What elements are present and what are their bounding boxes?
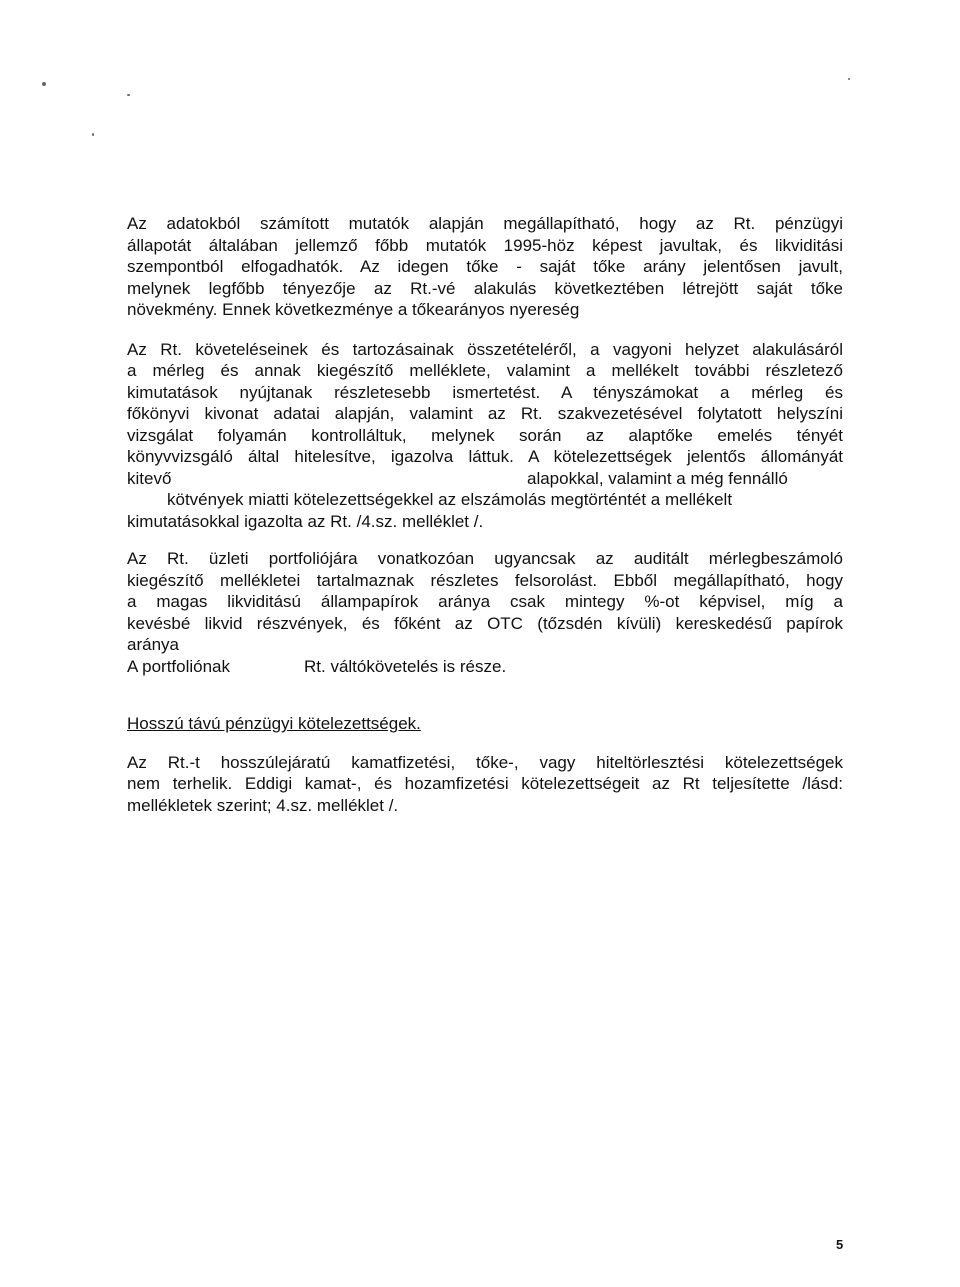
text-line: szempontból elfogadhatók. Az idegen tőke - saját tőke arány jelentősen javult, bbox=[127, 257, 843, 276]
scan-speck bbox=[92, 133, 94, 136]
text-line: állapotát általában jellemző főbb mutatók 1995-höz képest javultak, és likviditási bbox=[127, 235, 843, 255]
text-fragment: alapokkal, valamint a még fennálló bbox=[527, 468, 788, 488]
text-line bbox=[127, 656, 843, 678]
scan-speck bbox=[42, 82, 46, 86]
text-line: könyvvizsgáló által hitelesítve, igazolva láttuk. A kötelezettségek jelentős állományát bbox=[127, 447, 843, 466]
text-line: mellékletek szerint; 4.sz. melléklet /. bbox=[127, 795, 399, 815]
scan-speck bbox=[848, 78, 850, 80]
text-line: kevésbé likvid részvények, és főként az OTC (tőzsdén kívüli) kereskedésű papírok bbox=[127, 613, 843, 633]
section-heading: Hosszú távú pénzügyi kötelezettségek. bbox=[127, 714, 421, 733]
text-line: Az Rt.-t hosszúlejáratú kamatfizetési, tőke-, vagy hiteltörlesztési kötelezettségek bbox=[127, 752, 843, 772]
text-line: Az Rt. követeléseinek és tartozásainak összetételéről, a vagyoni helyzet alakulásáról bbox=[127, 339, 843, 359]
text-line: Az Rt. üzleti portfoliójára vonatkozóan ugyancsak az auditált mérlegbeszámoló bbox=[127, 549, 843, 568]
paragraph-receivables bbox=[127, 339, 843, 533]
text-line: melynek legfőbb tényezője az Rt.-vé alakulás következtében létrejött saját tőke bbox=[127, 278, 843, 298]
text-line: nem terhelik. Eddigi kamat-, és hozamfizetési kötelezettségeit az Rt teljesítette /lásd: bbox=[127, 774, 843, 793]
document-body bbox=[127, 213, 843, 816]
text-line: vizsgálat folyamán kontrolláltuk, melynek során az alaptőke emelés tényét bbox=[127, 425, 843, 445]
text-line: kötvények miatti kötelezettségekkel az elszámolás megtörténtét a mellékelt bbox=[167, 490, 733, 509]
text-line bbox=[127, 468, 843, 490]
page-number: 5 bbox=[836, 1237, 844, 1252]
text-line: Az adatokból számított mutatók alapján megállapítható, hogy az Rt. pénzügyi bbox=[127, 214, 843, 233]
text-fragment: A portfoliónak bbox=[127, 656, 231, 676]
paragraph-long-term-liabilities bbox=[127, 752, 843, 817]
text-line: aránya bbox=[127, 635, 179, 654]
paragraph-financial-indicators bbox=[127, 213, 843, 321]
text-fragment: Rt. váltókövetelés is része. bbox=[304, 656, 507, 676]
text-line: a magas likviditású állampapírok aránya csak mintegy %-ot képvisel, míg a bbox=[127, 592, 843, 611]
text-line: kimutatások nyújtanak részletesebb ismertetést. A tényszámokat a mérleg és bbox=[127, 382, 843, 402]
text-line: növekmény. Ennek következménye a tőkearányos nyereség bbox=[127, 300, 580, 319]
text-line: kimutatásokkal igazolta az Rt. /4.sz. melléklet /. bbox=[127, 511, 484, 531]
text-line: a mérleg és annak kiegészítő melléklete, valamint a mellékelt további részletező bbox=[127, 361, 843, 380]
scan-speck bbox=[127, 94, 130, 96]
text-line: kiegészítő mellékletei tartalmaznak részletes felsorolást. Ebből megállapítható, hogy bbox=[127, 570, 843, 590]
text-line: főkönyvi kivonat adatai alapján, valamint az Rt. szakvezetésével folytatott helyszíni bbox=[127, 404, 843, 423]
text-fragment: kitevő bbox=[127, 468, 172, 488]
paragraph-portfolio bbox=[127, 548, 843, 677]
